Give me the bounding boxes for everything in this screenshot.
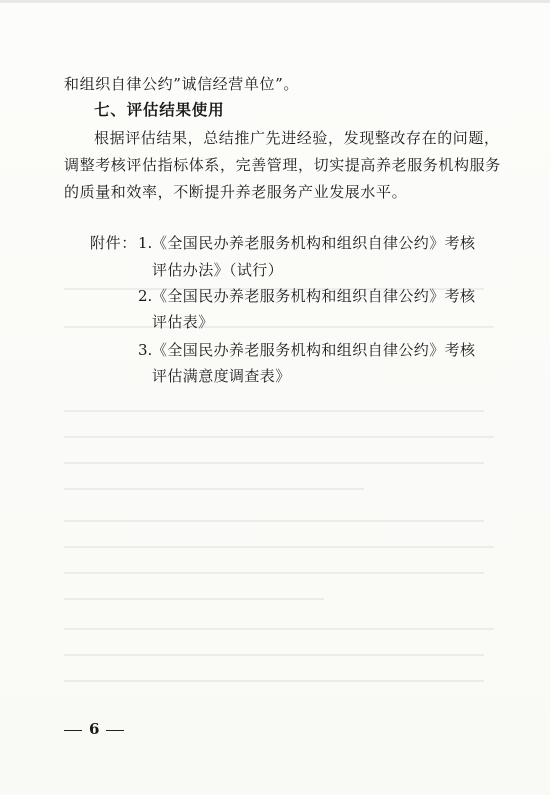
bleed-through-line: [64, 436, 494, 438]
dash-left: [64, 730, 82, 731]
attachment-title: 评估满意度调查表》: [152, 367, 291, 385]
page-top-edge: [0, 0, 550, 3]
page-number: [64, 719, 124, 739]
bleed-through-line: [64, 654, 484, 656]
bleed-through-line: [64, 572, 484, 574]
bleed-through-line: [64, 628, 494, 630]
dash-right: [106, 730, 124, 731]
bleed-through-line: [64, 520, 484, 522]
bleed-through-line: [64, 488, 364, 490]
bleed-through-line: [64, 462, 484, 464]
paragraph-line: 根据评估结果，总结推广先进经验，发现整改存在的问题，: [94, 129, 500, 147]
bleed-through-line: [64, 546, 494, 548]
bleed-through-line: [64, 410, 484, 412]
attachment-title: 评估办法》（试行）: [152, 261, 284, 279]
bleed-through-line: [64, 598, 324, 600]
bleed-through-line: [64, 326, 494, 328]
attachment-title: 《全国民办养老服务机构和组织自律公约》考核: [152, 341, 476, 359]
text-line: 和组织自律公约”诚信经营单位”。: [64, 75, 299, 93]
paragraph-line: 调整考核评估指标体系，完善管理，切实提高养老服务机构服务: [64, 156, 501, 174]
bleed-through-line: [64, 680, 484, 682]
attachment-title: 评估表》: [152, 313, 214, 331]
attachment-title: 《全国民办养老服务机构和组织自律公约》考核: [152, 234, 476, 252]
attachment-number: 3.: [138, 341, 153, 359]
page-number-value: 6: [89, 720, 100, 738]
attachment-title: 《全国民办养老服务机构和组织自律公约》考核: [152, 287, 476, 305]
section-heading: 七、评估结果使用: [94, 101, 225, 119]
attachments-label: 附件：: [90, 234, 137, 252]
paragraph-line: 的质量和效率，不断提升养老服务产业发展水平。: [64, 183, 408, 201]
attachment-number: 2.: [138, 287, 153, 305]
attachment-number: 1.: [138, 234, 153, 252]
